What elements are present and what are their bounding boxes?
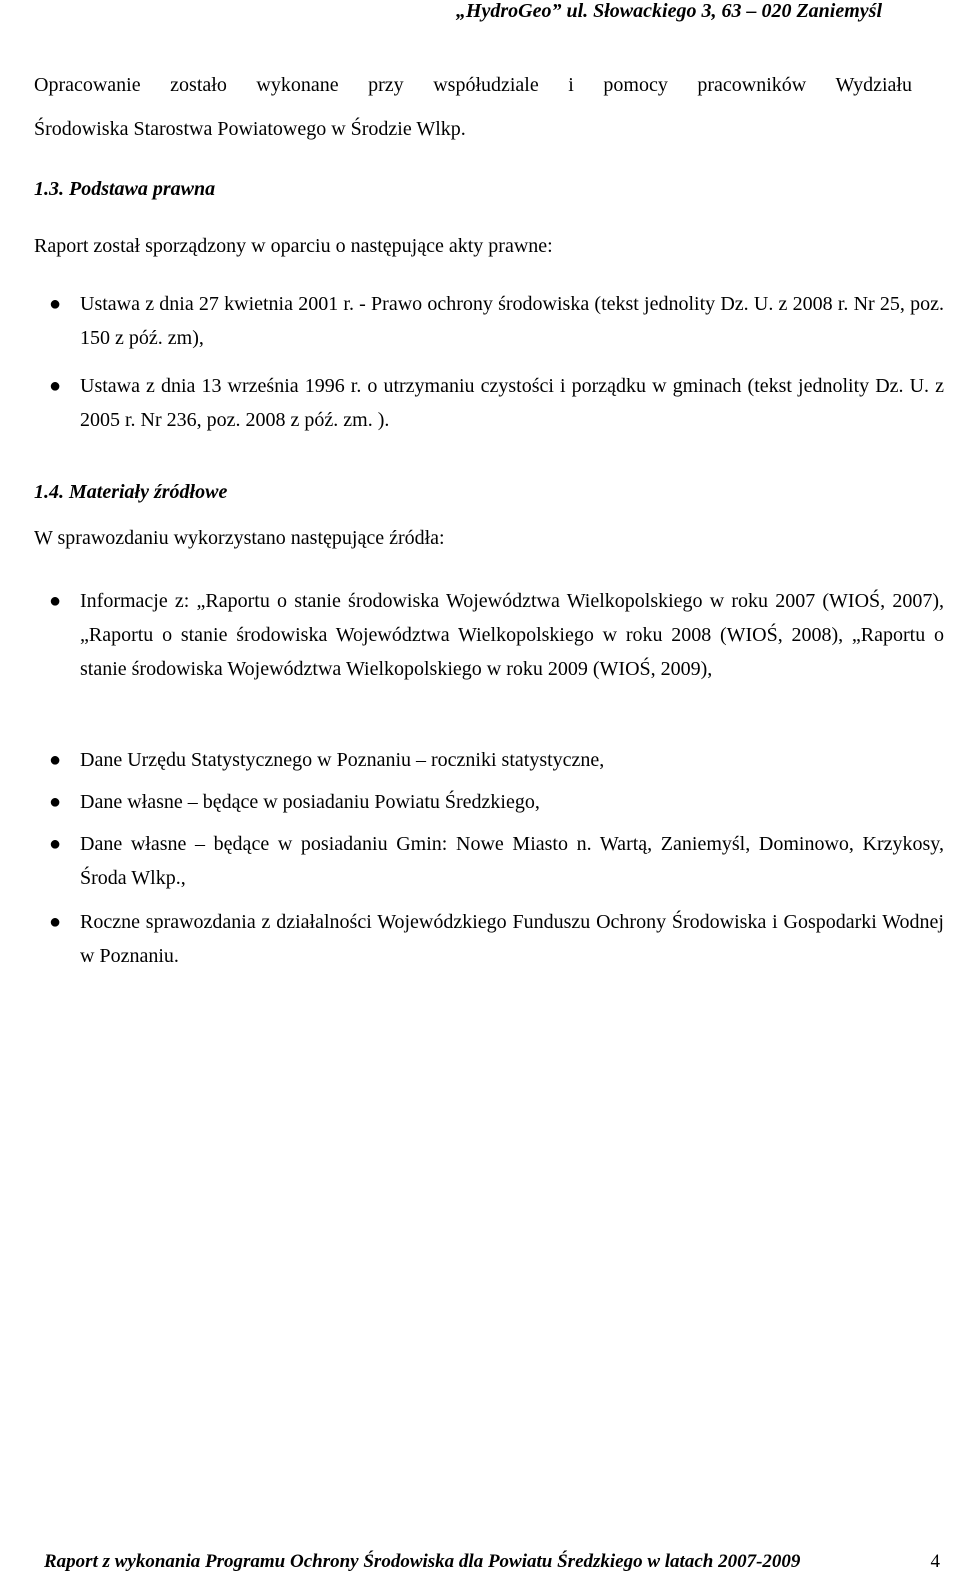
source-item (48, 743, 944, 777)
bullet-icon: ● (48, 833, 62, 855)
source-text: Dane własne – będące w posiadaniu Powiatu Średzkiego, (80, 791, 540, 813)
source-text: Dane Urzędu Statystycznego w Poznaniu – roczniki statystyczne, (80, 749, 605, 771)
intro-line-1: Opracowanie zostało wykonane przy współudziale i pomocy pracowników Wydziału (34, 74, 912, 96)
bullet-icon: ● (48, 375, 62, 397)
source-text: Roczne sprawozdania z działalności Wojewódzkiego Funduszu Ochrony Środowiska i Gospodarki Wodnej w Poznaniu. (80, 911, 944, 967)
bullet-icon: ● (48, 791, 62, 813)
intro-line-2: Środowiska Starostwa Powiatowego w Środzie Wlkp. (34, 118, 466, 140)
source-text: Informacje z: „Raportu o stanie środowiska Województwa Wielkopolskiego w roku 2007 (WIOŚ, 2007), „Raportu o stanie środowiska Województwa Wielkopolskiego w roku 2008 (WIOŚ, 2008), „Raportu o stanie środowiska Województwa Wielkopolskiego w roku 2009 (WIOŚ, 2009), (80, 590, 944, 680)
page-header: „HydroGeo” ul. Słowackiego 3, 63 – 020 Zaniemyśl (455, 0, 882, 22)
legal-act-item (48, 369, 944, 437)
legal-act-text: Ustawa z dnia 13 września 1996 r. o utrzymaniu czystości i porządku w gminach (tekst jednolity Dz. U. z 2005 r. Nr 236, poz. 2008 z póź. zm. ). (80, 375, 944, 431)
section-1-4-lead: W sprawozdaniu wykorzystano następujące źródła: (34, 527, 445, 549)
source-item (48, 584, 944, 686)
bullet-icon: ● (48, 293, 62, 315)
legal-act-text: Ustawa z dnia 27 kwietnia 2001 r. - Prawo ochrony środowiska (tekst jednolity Dz. U. z 2008 r. Nr 25, poz. 150 z póź. zm), (80, 293, 944, 349)
source-item (48, 827, 944, 895)
page-footer: Raport z wykonania Programu Ochrony Środowiska dla Powiatu Średzkiego w latach 2007-2009 (44, 1551, 801, 1572)
source-item (48, 785, 944, 819)
bullet-icon: ● (48, 590, 62, 612)
bullet-icon: ● (48, 911, 62, 933)
section-heading-1-4: 1.4. Materiały źródłowe (34, 481, 228, 503)
source-item (48, 905, 944, 973)
section-1-3-lead: Raport został sporządzony w oparciu o następujące akty prawne: (34, 235, 553, 257)
section-heading-1-3: 1.3. Podstawa prawna (34, 178, 216, 200)
source-text: Dane własne – będące w posiadaniu Gmin: Nowe Miasto n. Wartą, Zaniemyśl, Dominowo, Krzykosy, Środa Wlkp., (80, 833, 944, 889)
legal-act-item (48, 287, 944, 355)
page-number: 4 (930, 1551, 940, 1572)
bullet-icon: ● (48, 749, 62, 771)
